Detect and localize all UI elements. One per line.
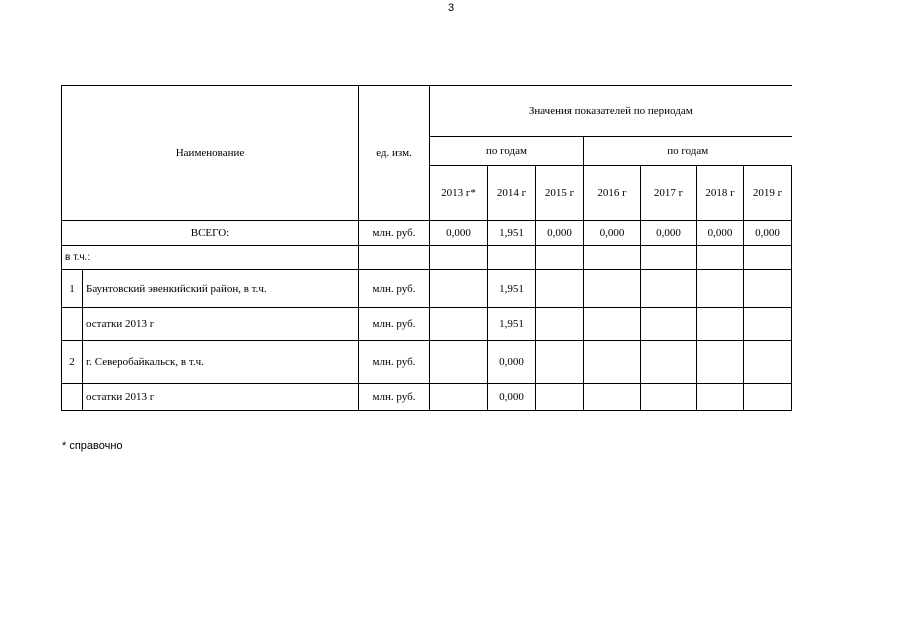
table-row bbox=[62, 341, 792, 384]
row-value bbox=[584, 270, 641, 308]
row-number: 2 bbox=[62, 341, 83, 384]
row-value bbox=[697, 270, 744, 308]
row-value bbox=[430, 270, 488, 308]
row-value bbox=[536, 308, 584, 341]
header-name: Наименование bbox=[62, 86, 359, 221]
total-value: 0,000 bbox=[536, 221, 584, 246]
row-value bbox=[744, 384, 792, 411]
row-number bbox=[62, 384, 83, 411]
header-group-1: по годам bbox=[430, 137, 584, 166]
year-header: 2019 г bbox=[744, 166, 792, 221]
year-header: 2015 г bbox=[536, 166, 584, 221]
row-value bbox=[744, 308, 792, 341]
total-unit: млн. руб. bbox=[359, 221, 430, 246]
row-label: г. Северобайкальск, в т.ч. bbox=[83, 341, 359, 384]
year-header: 2018 г bbox=[697, 166, 744, 221]
table-row bbox=[62, 308, 792, 341]
total-value: 0,000 bbox=[584, 221, 641, 246]
row-number: 1 bbox=[62, 270, 83, 308]
header-values-title: Значения показателей по периодам bbox=[430, 86, 792, 137]
row-unit: млн. руб. bbox=[359, 270, 430, 308]
indicators-table bbox=[61, 85, 792, 411]
table-row bbox=[62, 270, 792, 308]
row-value bbox=[536, 270, 584, 308]
row-label: остатки 2013 г bbox=[83, 384, 359, 411]
row-value: 0,000 bbox=[488, 384, 536, 411]
year-header: 2016 г bbox=[584, 166, 641, 221]
incl-row bbox=[62, 246, 792, 270]
row-value bbox=[430, 341, 488, 384]
total-value: 0,000 bbox=[430, 221, 488, 246]
row-value bbox=[744, 341, 792, 384]
row-value bbox=[744, 270, 792, 308]
row-value bbox=[641, 341, 697, 384]
row-value bbox=[641, 384, 697, 411]
row-value bbox=[584, 308, 641, 341]
total-value: 0,000 bbox=[641, 221, 697, 246]
total-label: ВСЕГО: bbox=[62, 221, 359, 246]
row-value bbox=[536, 384, 584, 411]
incl-label: в т.ч.: bbox=[62, 246, 359, 270]
row-unit: млн. руб. bbox=[359, 384, 430, 411]
row-value bbox=[697, 308, 744, 341]
total-row bbox=[62, 221, 792, 246]
header-unit: ед. изм. bbox=[359, 86, 430, 221]
row-value bbox=[697, 341, 744, 384]
row-value bbox=[430, 308, 488, 341]
row-value: 1,951 bbox=[488, 308, 536, 341]
page-number: 3 bbox=[448, 2, 455, 14]
row-value bbox=[584, 384, 641, 411]
header-group-2: по годам bbox=[584, 137, 792, 166]
year-header: 2017 г bbox=[641, 166, 697, 221]
row-unit: млн. руб. bbox=[359, 341, 430, 384]
row-value bbox=[641, 270, 697, 308]
year-header: 2014 г bbox=[488, 166, 536, 221]
row-value bbox=[536, 341, 584, 384]
year-header: 2013 г* bbox=[430, 166, 488, 221]
row-label: остатки 2013 г bbox=[83, 308, 359, 341]
row-value bbox=[430, 384, 488, 411]
total-value: 0,000 bbox=[744, 221, 792, 246]
row-value bbox=[584, 341, 641, 384]
total-value: 0,000 bbox=[697, 221, 744, 246]
total-value: 1,951 bbox=[488, 221, 536, 246]
row-value: 1,951 bbox=[488, 270, 536, 308]
row-number bbox=[62, 308, 83, 341]
row-value: 0,000 bbox=[488, 341, 536, 384]
table-row bbox=[62, 384, 792, 411]
row-label: Баунтовский эвенкийский район, в т.ч. bbox=[83, 270, 359, 308]
row-value bbox=[697, 384, 744, 411]
row-value bbox=[641, 308, 697, 341]
row-unit: млн. руб. bbox=[359, 308, 430, 341]
footnote: * справочно bbox=[62, 440, 123, 452]
